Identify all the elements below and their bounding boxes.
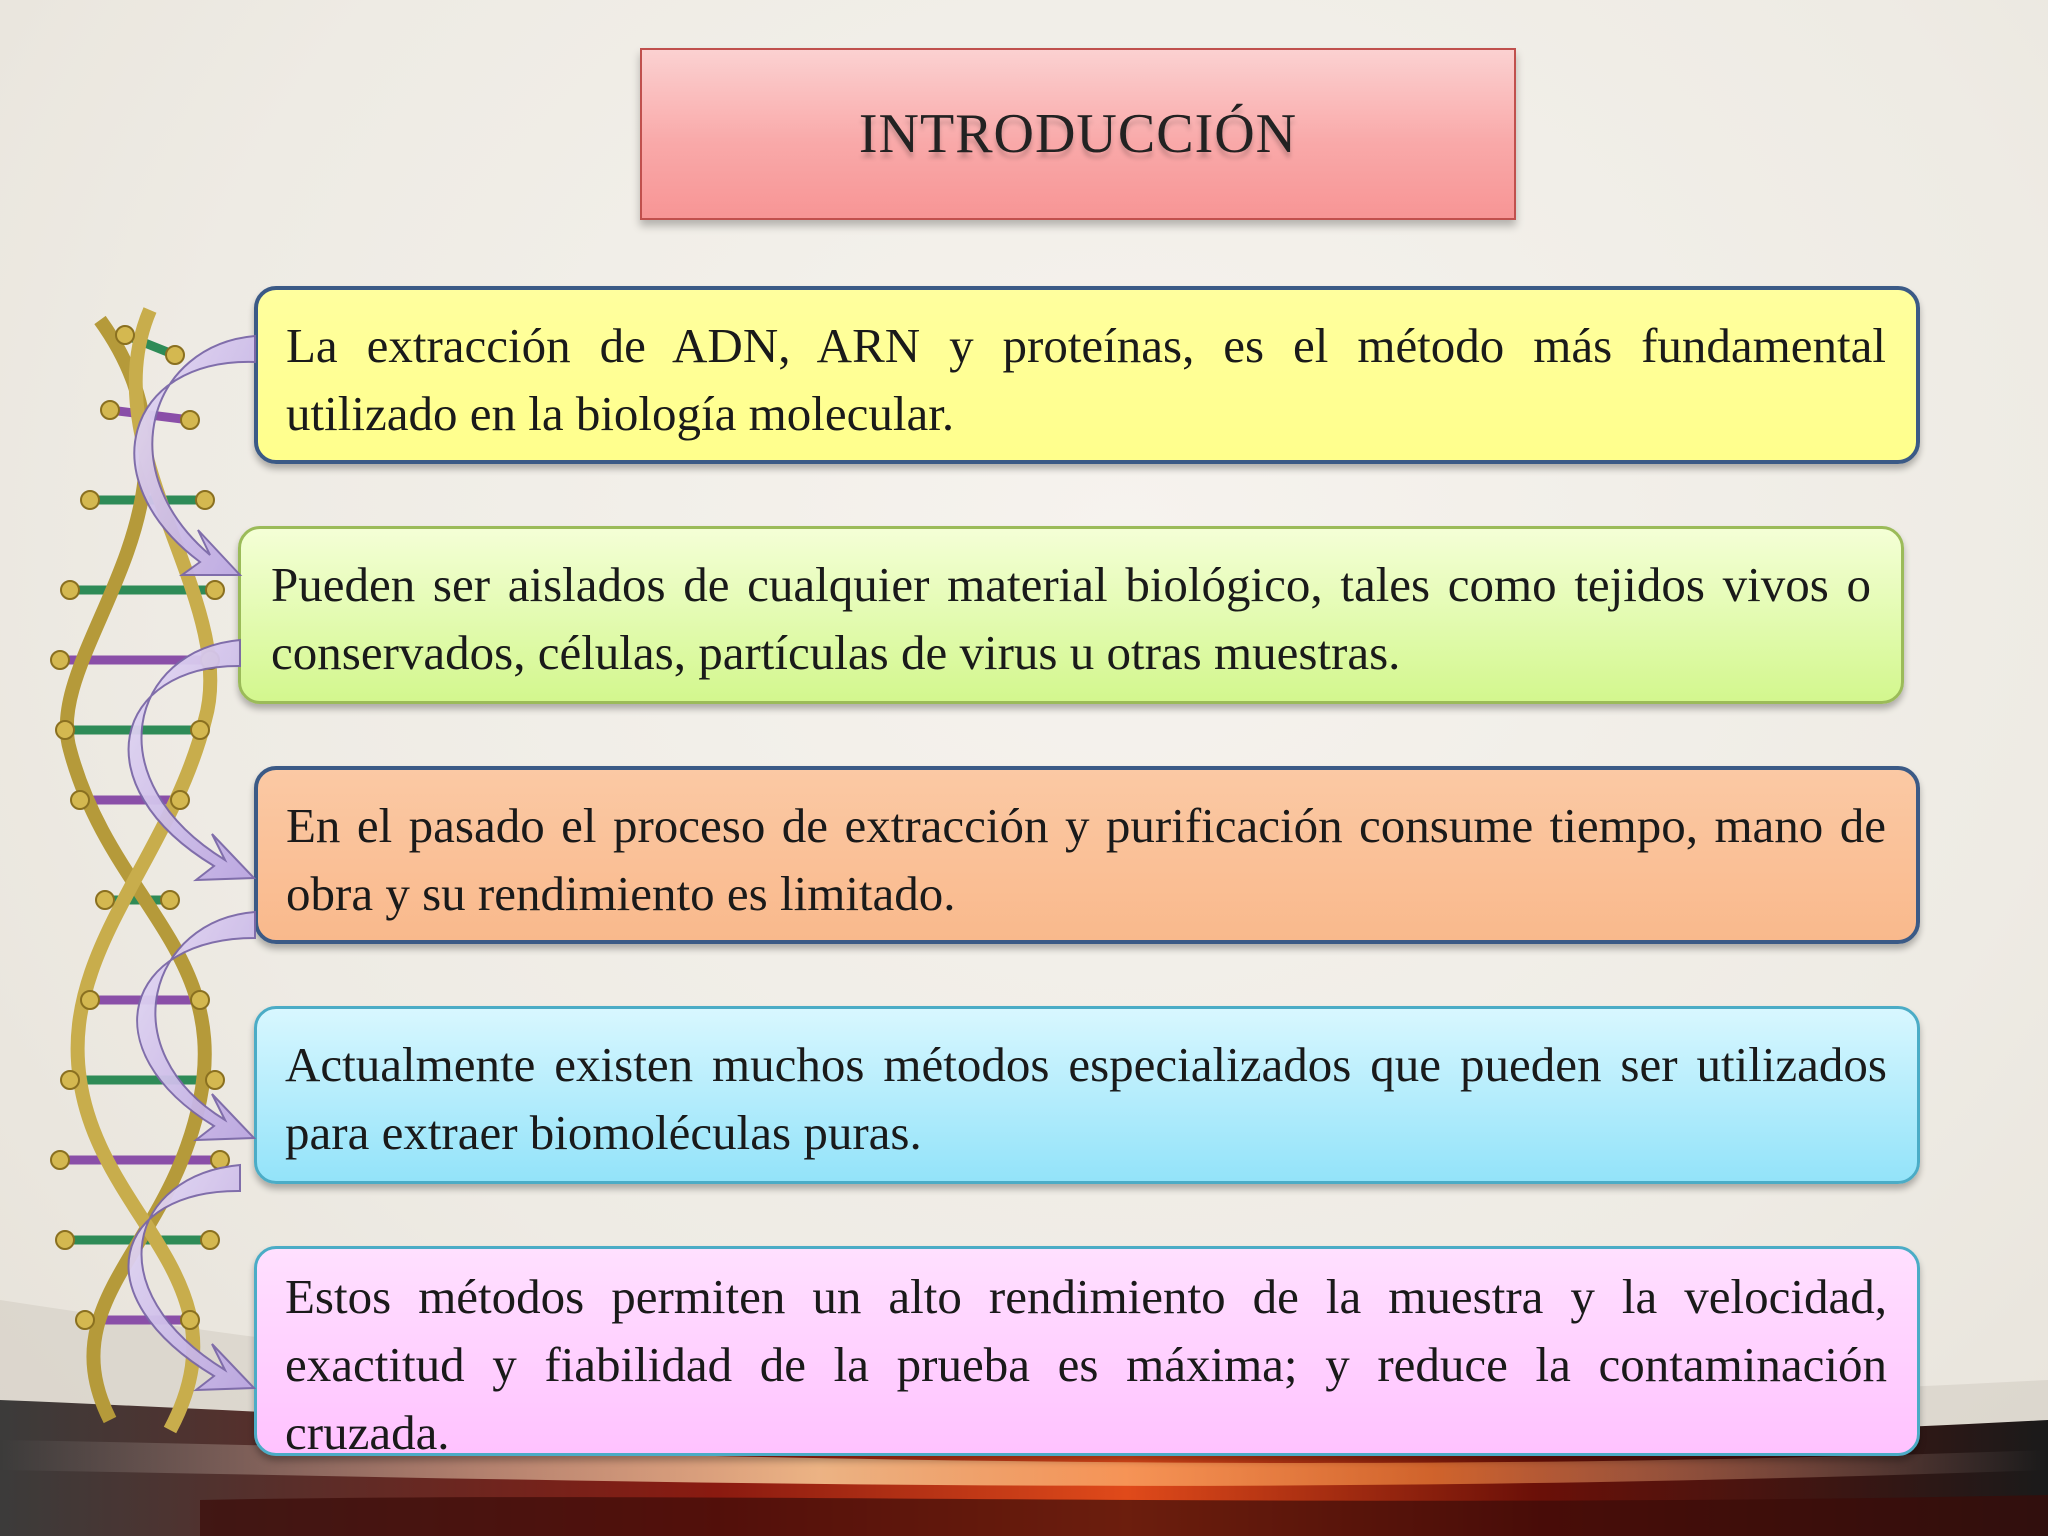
content-box-2 (238, 526, 1904, 704)
content-box-1-text: La extracción de ADN, ARN y proteínas, es el método más fundamental utilizado en la biología molecular. (286, 318, 1886, 441)
content-box-5 (254, 1246, 1920, 1460)
content-box-5-text: Estos métodos permiten un alto rendimiento de la muestra y la velocidad, exactitud y fiabilidad de la prueba es máxima; y reduce la contaminación cruzada. (285, 1269, 1887, 1460)
title-box (640, 48, 1516, 220)
content-box-4 (254, 1006, 1920, 1184)
slide-title: INTRODUCCIÓN (858, 103, 1298, 165)
content-box-1 (254, 286, 1920, 464)
dna-helix-graphic (30, 300, 270, 1460)
content-box-3 (254, 766, 1920, 944)
content-box-2-text: Pueden ser aislados de cualquier material biológico, tales como tejidos vivos o conservados, células, partículas de virus u otras muestras. (271, 557, 1871, 680)
content-box-3-text: En el pasado el proceso de extracción y purificación consume tiempo, mano de obra y su rendimiento es limitado. (286, 798, 1886, 921)
content-box-4-text: Actualmente existen muchos métodos especializados que pueden ser utilizados para extraer biomoléculas puras. (285, 1037, 1887, 1160)
